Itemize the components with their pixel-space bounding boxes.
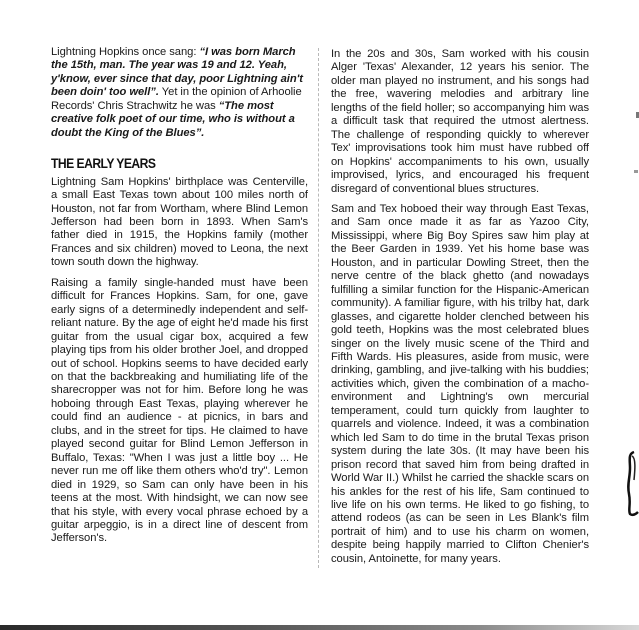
right-column [331,48,589,573]
body-paragraph: Raising a family single-handed must have been difficult for Frances Hopkins. Sam, for one, gave early signs of a determinedly independent and self-reliant nature. By the age of eight he'd made his first guitar from the usual cigar box, acquired a few playing tips from his older brother Joel, and dropped out of school. Hopkins seems to have decided early on that the backbreaking and humiliating life of the sharecropper was not for him. Before long he was hoboing through East Texas, playing wherever he could find an audience - at picnics, in bars and clubs, and in the street for tips. He claimed to have played second guitar for Blind Lemon Jefferson in Buffalo, Texas: "When I was just a little boy ... He never run me off like them others who'd try". Lemon died in 1929, so Sam can only have been in his teens at the most. With hindsight, we can now see that his style, with every vocal phrase echoed by a guitar arpeggio, is in a direct line of descent from Jefferson's. [51,276,308,545]
intro-text: Lightning Hopkins once sang: [51,46,200,58]
strachwitz-quote: “The most creative folk poet of our time, who is without a doubt the King of the Blues”. [51,99,295,139]
column-divider [318,48,319,568]
intro-text: Yet in the opinion of Arhoolie Records' Chris Strachwitz he was [51,86,302,112]
body-paragraph: In the 20s and 30s, Sam worked with his cousin Alger 'Texas' Alexander, 12 years his senior. The older man played no instrument, and his songs had the free, wavering melodies and arbitrary line lengths of the field holler; so accompanying him was a difficult task that required the utmost alertness. The challenge of responding quickly to wherever Tex' improvisations took him must have rubbed off on Hopkins' accompaniments to his own, usually improvised, lyrics, and encouraged his frequent disregard of conventional blues structures. [331,48,589,195]
body-paragraph: Sam and Tex hoboed their way through East Texas, and Sam once made it as far as Yazoo City, Mississippi, where Big Boy Spires saw him play at the Beer Garden in 1939. Yet his home base was Houston, and in particular Dowling Street, then the nerve centre of the black ghetto (and nowadays fulfilling a similar function for the Hispanic-American community). A familiar figure, with his trilby hat, dark glasses, and cigarette holder clenched between his gold teeth, Hopkins was the most celebrated blues singer on the lively music scene of the Third and Fifth Wards. His pleasures, aside from music, were drinking, gambling, and jive-talking with his buddies; activities which, given the combination of a macho-environment and Lightning's own mercurial temperament, could turn quickly from laughter to quarrels and violence. Indeed, it was a combination which led Sam to do time in the brutal Texas prison system during the late 30s. (It may have been his prison record that saved him from being drafted in World War II.) Whilst he carried the shackle scars on his ankles for the rest of his life, Sam continued to live life on his own terms. He liked to go fishing, to attend rodeos (as can be seen in Les Blank's film portrait of him) and to use his charm on women, despite being happily married to Clifton Chenier's cousin, Antoinette, for many years. [331,202,589,565]
scan-mark [634,170,638,173]
section-heading: THE EARLY YEARS [51,156,156,172]
ink-bracket-mark [624,450,639,518]
left-column [51,46,308,553]
lightning-quote: “I was born March the 15th, man. The year was 19 and 12. Yeah, y'know, ever since that day, poor Lightning ain't been doin' too well”. [51,46,303,99]
body-paragraph: Lightning Sam Hopkins' birthplace was Centerville, a small East Texas town about 100 miles north of Houston, not far from Wortham, where Blind Lemon Jefferson had been born in 1893. When Sam's father died in 1915, the Hopkins family (mother Frances and six children) moved to Leona, the next town south down the highway. [51,175,308,269]
page-edge-shadow [0,625,639,630]
intro-paragraph [51,46,308,140]
